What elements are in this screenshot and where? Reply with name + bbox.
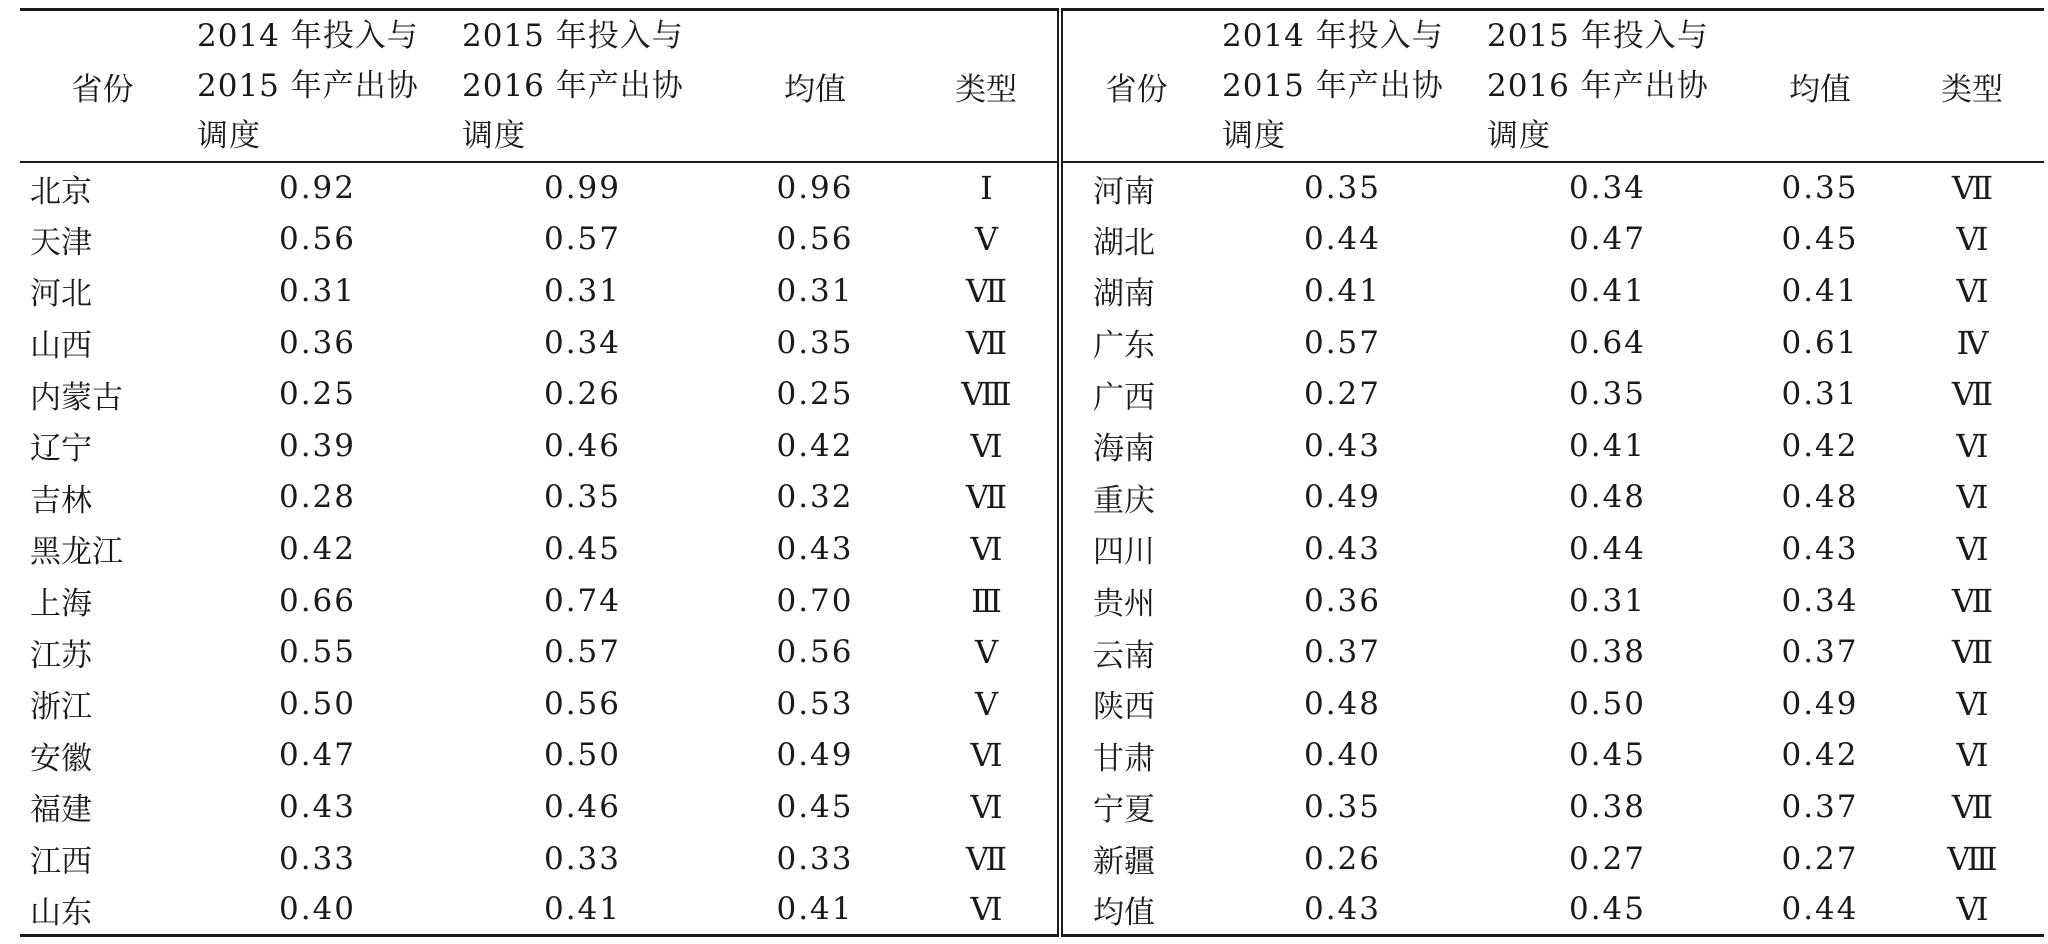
type-cell: Ⅵ (915, 420, 1060, 472)
coord-2014-2015-cell: 0.42 (278, 530, 357, 567)
coord-2015-2016-cell: 0.41 (450, 884, 715, 936)
mean-cell: 0.96 (776, 170, 854, 207)
type-cell: Ⅴ (915, 678, 1060, 730)
table-row (20, 678, 2044, 730)
table-row (20, 730, 2044, 782)
type-cell: Ⅵ (915, 730, 1060, 782)
table-row (20, 833, 2044, 885)
mean-cell-right: 0.35 (1781, 170, 1859, 207)
table-row (20, 420, 2044, 472)
province-cell-right: 广西 (1093, 379, 1155, 416)
mean-cell: 0.31 (776, 272, 854, 309)
type-cell-right: Ⅷ (1947, 839, 1997, 878)
coord-2014-2015-cell-right: 0.40 (1303, 737, 1382, 774)
table-body (20, 162, 2044, 936)
mean-cell-right: 0.42 (1781, 427, 1859, 464)
coord-2015-2016-cell-right: 0.48 (1568, 479, 1647, 516)
type-cell: Ⅴ (915, 214, 1060, 266)
type-cell-right: Ⅶ (1951, 581, 1993, 620)
coord-2014-2015-cell-right: 0.43 (1303, 530, 1382, 567)
type-cell: Ⅶ (915, 265, 1060, 317)
type-cell-right: Ⅶ (1951, 169, 1993, 208)
mean-cell-right: 0.27 (1781, 840, 1859, 877)
mean-cell: 0.70 (776, 582, 854, 619)
header-coord-2015-2016-right: 2015 年投入与 2016 年产出协 调度 (1475, 10, 1740, 163)
province-cell: 河北 (30, 276, 92, 313)
coord-2014-2015-cell-right: 0.48 (1303, 685, 1382, 722)
coord-2014-2015-cell-right: 0.49 (1303, 479, 1382, 516)
type-cell: Ⅵ (915, 884, 1060, 936)
coord-2015-2016-cell-right: 0.35 (1568, 376, 1647, 413)
coord-2014-2015-cell-right: 0.27 (1303, 376, 1382, 413)
mean-cell-right: 0.34 (1781, 582, 1859, 619)
type-cell-right: Ⅵ (1956, 529, 1988, 568)
table-row (20, 472, 2044, 524)
province-cell: 吉林 (30, 482, 92, 519)
coordination-table (20, 8, 2044, 937)
coord-2015-2016-cell-right: 0.44 (1568, 530, 1647, 567)
type-cell-right: Ⅶ (1951, 787, 1993, 826)
header-province: 省份 (20, 10, 185, 163)
coord-2014-2015-cell: 0.56 (278, 221, 357, 258)
mean-cell: 0.35 (776, 324, 854, 361)
coord-2015-2016-cell: 0.31 (543, 272, 622, 309)
province-cell-right: 宁夏 (1093, 792, 1155, 829)
coord-2014-2015-cell: 0.25 (278, 376, 357, 413)
mean-cell: 0.33 (776, 840, 854, 877)
province-cell: 上海 (30, 586, 92, 623)
coord-2014-2015-cell: 0.40 (185, 884, 450, 936)
coord-2015-2016-cell: 0.57 (543, 221, 622, 258)
province-cell-right: 湖南 (1093, 276, 1155, 313)
mean-cell: 0.56 (776, 221, 854, 258)
mean-cell-right: 0.43 (1781, 530, 1859, 567)
table-row (20, 523, 2044, 575)
coord-2014-2015-cell-right: 0.36 (1303, 582, 1382, 619)
mean-cell-right: 0.61 (1781, 324, 1859, 361)
coord-2015-2016-cell: 0.56 (543, 685, 622, 722)
coord-2014-2015-cell: 0.66 (278, 582, 357, 619)
type-cell-right: Ⅵ (1900, 884, 2044, 936)
coord-2015-2016-cell-right: 0.50 (1568, 685, 1647, 722)
header-type-right: 类型 (1900, 10, 2044, 163)
coord-2014-2015-cell: 0.39 (278, 427, 357, 464)
table-row (20, 575, 2044, 627)
coord-2014-2015-cell: 0.55 (278, 634, 357, 671)
table-row (20, 884, 2044, 936)
coord-2014-2015-cell: 0.36 (278, 324, 357, 361)
mean-cell: 0.41 (715, 884, 915, 936)
header-type: 类型 (915, 10, 1060, 163)
mean-cell: 0.56 (776, 634, 854, 671)
province-cell: 江西 (30, 844, 92, 881)
coord-2015-2016-cell-right: 0.41 (1568, 272, 1647, 309)
header-mean: 均值 (715, 10, 915, 163)
type-cell-right: Ⅵ (1956, 736, 1988, 775)
province-cell: 山西 (30, 328, 92, 365)
type-cell-right: Ⅵ (1956, 426, 1988, 465)
province-cell: 福建 (30, 792, 92, 829)
type-cell: Ⅴ (915, 626, 1060, 678)
coord-2015-2016-cell-right: 0.27 (1568, 840, 1647, 877)
province-cell-right: 云南 (1093, 637, 1155, 674)
province-cell: 江苏 (30, 637, 92, 674)
coord-2015-2016-cell-right: 0.31 (1568, 582, 1647, 619)
table-row (20, 265, 2044, 317)
province-cell-right: 新疆 (1093, 844, 1155, 881)
province-cell-right: 海南 (1093, 431, 1155, 468)
coord-2015-2016-cell-right: 0.34 (1568, 170, 1647, 207)
province-cell-right: 均值 (1060, 884, 1210, 936)
table-row (20, 626, 2044, 678)
header-coord-2014-2015-right: 2014 年投入与 2015 年产出协 调度 (1210, 10, 1475, 163)
type-cell-right: Ⅳ (1956, 323, 1988, 362)
coord-2015-2016-cell-right: 0.45 (1568, 737, 1647, 774)
coord-2015-2016-cell-right: 0.47 (1568, 221, 1647, 258)
coord-2015-2016-cell: 0.33 (543, 840, 622, 877)
mean-cell-right: 0.37 (1781, 634, 1859, 671)
coord-2014-2015-cell: 0.43 (278, 788, 357, 825)
coord-2014-2015-cell-right: 0.26 (1303, 840, 1382, 877)
coord-2014-2015-cell-right: 0.57 (1303, 324, 1382, 361)
type-cell: Ⅵ (915, 781, 1060, 833)
header-coord-2015-2016: 2015 年投入与 2016 年产出协 调度 (450, 10, 715, 163)
type-cell: Ⅰ (915, 162, 1060, 214)
mean-cell: 0.32 (776, 479, 854, 516)
type-cell-right: Ⅵ (1956, 220, 1988, 259)
coord-2014-2015-cell-right: 0.35 (1303, 788, 1382, 825)
mean-cell-right: 0.42 (1781, 737, 1859, 774)
mean-cell-right: 0.41 (1781, 272, 1859, 309)
mean-cell-right: 0.48 (1781, 479, 1859, 516)
mean-cell: 0.42 (776, 427, 854, 464)
type-cell-right: Ⅶ (1951, 633, 1993, 672)
province-cell: 山东 (20, 884, 185, 936)
type-cell-right: Ⅵ (1956, 271, 1988, 310)
coord-2015-2016-cell: 0.35 (543, 479, 622, 516)
province-cell-right: 贵州 (1093, 586, 1155, 623)
coord-2014-2015-cell: 0.31 (278, 272, 357, 309)
coord-2014-2015-cell-right: 0.43 (1303, 427, 1382, 464)
table-row (20, 317, 2044, 369)
coord-2015-2016-cell: 0.57 (543, 634, 622, 671)
coord-2014-2015-cell: 0.92 (278, 170, 357, 207)
province-cell-right: 甘肃 (1093, 740, 1155, 777)
coord-2015-2016-cell: 0.45 (543, 530, 622, 567)
coord-2014-2015-cell-right: 0.44 (1303, 221, 1382, 258)
coord-2014-2015-cell: 0.47 (278, 737, 357, 774)
coord-2015-2016-cell-right: 0.64 (1568, 324, 1647, 361)
coord-2014-2015-cell-right: 0.43 (1210, 884, 1475, 936)
coord-2014-2015-cell-right: 0.41 (1303, 272, 1382, 309)
table-row (20, 368, 2044, 420)
province-cell: 辽宁 (30, 431, 92, 468)
coord-2014-2015-cell: 0.50 (278, 685, 357, 722)
coord-2015-2016-cell-right: 0.45 (1475, 884, 1740, 936)
type-cell: Ⅶ (915, 317, 1060, 369)
province-cell: 天津 (30, 224, 92, 261)
header-mean-right: 均值 (1740, 10, 1900, 163)
table-row (20, 162, 2044, 214)
province-cell: 内蒙古 (30, 379, 123, 416)
type-cell-right: Ⅶ (1951, 375, 1993, 414)
type-cell: Ⅲ (915, 575, 1060, 627)
mean-cell: 0.45 (776, 788, 854, 825)
type-cell: Ⅷ (915, 368, 1060, 420)
province-cell-right: 重庆 (1093, 482, 1155, 519)
coord-2014-2015-cell-right: 0.37 (1303, 634, 1382, 671)
table-header-row (20, 10, 2044, 163)
province-cell: 浙江 (30, 689, 92, 726)
mean-cell: 0.25 (776, 376, 854, 413)
coord-2015-2016-cell: 0.46 (543, 788, 622, 825)
header-province-right: 省份 (1060, 10, 1210, 163)
header-coord-2014-2015: 2014 年投入与 2015 年产出协 调度 (185, 10, 450, 163)
coord-2015-2016-cell: 0.50 (543, 737, 622, 774)
coord-2014-2015-cell: 0.28 (278, 479, 357, 516)
table-row (20, 214, 2044, 266)
mean-cell-right: 0.45 (1781, 221, 1859, 258)
mean-cell-right: 0.31 (1781, 376, 1859, 413)
mean-cell: 0.43 (776, 530, 854, 567)
type-cell: Ⅶ (915, 833, 1060, 885)
coord-2015-2016-cell: 0.46 (543, 427, 622, 464)
coord-2015-2016-cell: 0.26 (543, 376, 622, 413)
province-cell-right: 湖北 (1093, 224, 1155, 261)
coord-2015-2016-cell: 0.99 (543, 170, 622, 207)
mean-cell-right: 0.37 (1781, 788, 1859, 825)
mean-cell-right: 0.44 (1740, 884, 1900, 936)
coord-2015-2016-cell: 0.74 (543, 582, 622, 619)
province-cell: 黑龙江 (30, 534, 123, 571)
type-cell: Ⅵ (915, 523, 1060, 575)
province-cell: 北京 (30, 173, 92, 210)
type-cell: Ⅶ (915, 472, 1060, 524)
coord-2015-2016-cell-right: 0.41 (1568, 427, 1647, 464)
mean-cell: 0.49 (776, 737, 854, 774)
province-cell: 安徽 (30, 740, 92, 777)
province-cell-right: 河南 (1093, 173, 1155, 210)
table-row (20, 781, 2044, 833)
coord-2014-2015-cell-right: 0.35 (1303, 170, 1382, 207)
province-cell-right: 广东 (1093, 328, 1155, 365)
province-cell-right: 四川 (1093, 534, 1155, 571)
coord-2015-2016-cell-right: 0.38 (1568, 788, 1647, 825)
coord-2015-2016-cell: 0.34 (543, 324, 622, 361)
coord-2014-2015-cell: 0.33 (278, 840, 357, 877)
mean-cell-right: 0.49 (1781, 685, 1859, 722)
coord-2015-2016-cell-right: 0.38 (1568, 634, 1647, 671)
type-cell-right: Ⅵ (1956, 684, 1988, 723)
province-cell-right: 陕西 (1093, 689, 1155, 726)
type-cell-right: Ⅵ (1956, 478, 1988, 517)
mean-cell: 0.53 (776, 685, 854, 722)
